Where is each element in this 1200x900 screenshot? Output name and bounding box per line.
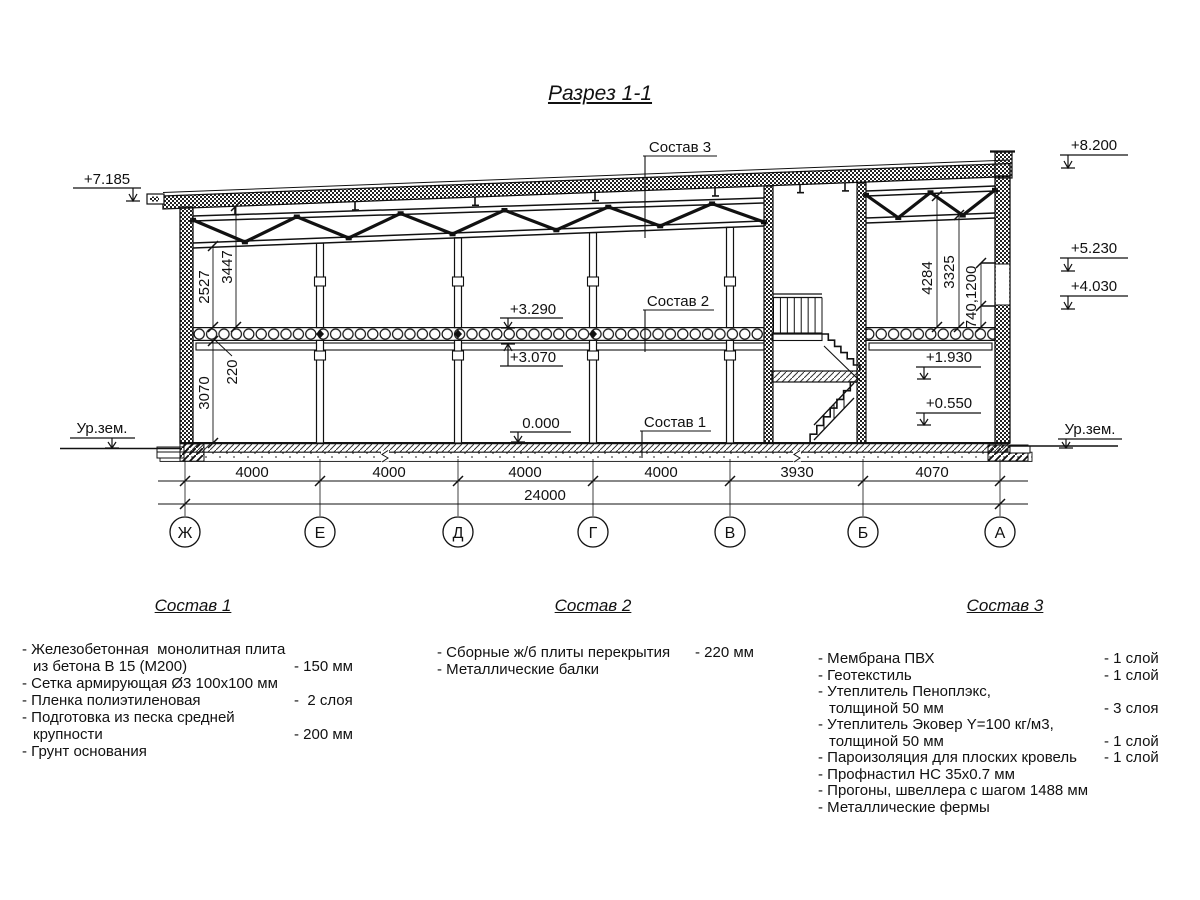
hdim-6: 4070 <box>915 464 949 481</box>
legend-sostav3 <box>818 651 1178 816</box>
hdim-total: 24000 <box>524 487 566 504</box>
vdim-3070: 3070 <box>196 376 213 410</box>
legend-item: - Железобетонная монолитная плита <box>22 641 286 658</box>
elevation-floor-zero <box>510 415 571 442</box>
axis-v <box>715 517 745 547</box>
stair-wall-left <box>764 186 773 443</box>
legend-item: толщиной 50 мм - 1 слой <box>829 732 1159 750</box>
hdim-3: 4000 <box>508 464 542 481</box>
parapet <box>995 152 1012 178</box>
stair-landing <box>772 371 857 382</box>
vdim-740-1200: 740,1200 <box>963 265 980 329</box>
wall-axis-zh <box>180 207 193 443</box>
axis-label: Д <box>452 525 464 542</box>
legend-item: - Пленка полиэтиленовая - 2 слоя <box>22 692 353 709</box>
hdim-4: 4000 <box>644 464 678 481</box>
elevation-label: +8.200 <box>1070 137 1118 154</box>
vdim-3447: 3447 <box>219 250 236 284</box>
elevation-label: +4.030 <box>1070 278 1118 295</box>
axis-bubbles <box>170 517 1015 547</box>
elevation-label: +3.070 <box>509 349 557 366</box>
axis-label: А <box>994 525 1006 542</box>
legend-item: - Металлические фермы <box>818 798 990 816</box>
left-footing <box>180 444 204 461</box>
legend-item: толщиной 50 мм - 3 слоя <box>829 699 1159 717</box>
legend-sostav1 <box>22 641 372 760</box>
window-opening <box>996 264 1009 305</box>
roof <box>147 152 1015 210</box>
hdim-5: 3930 <box>780 464 814 481</box>
ground-slab <box>60 443 1118 461</box>
ground-level-left <box>70 420 135 448</box>
ground-label: Ур.зем. <box>76 420 128 437</box>
callout-sostav1: Состав 1 <box>643 414 707 431</box>
elevation-label: +3.290 <box>509 301 557 318</box>
elevation-label: 0.000 <box>522 415 560 432</box>
legend2-title: Состав 2 <box>554 596 632 615</box>
axis-b <box>848 517 878 547</box>
axis-label: Е <box>314 525 326 542</box>
axis-e <box>305 517 335 547</box>
axis-label: Г <box>588 525 598 542</box>
callout-sostav3: Состав 3 <box>648 139 712 156</box>
legend-item: из бетона В 15 (М200) - 150 мм <box>33 658 353 675</box>
drawing-title: Разрез 1-1 <box>547 82 653 105</box>
legend-item: - Утеплитель Пеноплэкс, <box>818 683 991 700</box>
legend-item: - Сборные ж/б плиты перекрытия - 220 мм <box>437 644 754 661</box>
elevation-0550 <box>916 395 981 425</box>
vdim-4284: 4284 <box>919 261 936 295</box>
vdim-220: 220 <box>224 359 241 385</box>
stair-wall-right <box>857 183 866 443</box>
elevation-left-top <box>73 171 141 201</box>
axis-d <box>443 517 473 547</box>
legend-item: - Пароизоляция для плоских кровель - 1 слой <box>818 749 1159 766</box>
axis-g <box>578 517 608 547</box>
legend-item: - Утеплитель Эковер Y=100 кг/м3, <box>818 716 1054 733</box>
vdim-2527: 2527 <box>196 270 213 304</box>
elevation-label: +7.185 <box>83 171 131 188</box>
legend-item: - Сетка армирующая Ø3 100x100 мм <box>22 675 278 692</box>
legend-item: - Грунт основания <box>22 743 147 760</box>
hdim-2: 4000 <box>372 464 406 481</box>
axis-label: В <box>724 525 736 542</box>
ground-label: Ур.зем. <box>1064 421 1116 438</box>
axis-zh <box>170 517 200 547</box>
legend-item: - Мембрана ПВХ - 1 слой <box>818 650 1159 667</box>
legend-item: крупности - 200 мм <box>33 726 353 743</box>
axis-a <box>985 517 1015 547</box>
hdim-1: 4000 <box>235 464 269 481</box>
elevation-window-sill <box>1060 278 1128 309</box>
elevation-right-top <box>1060 137 1128 168</box>
elevation-1930 <box>916 349 981 379</box>
axis-label: Б <box>857 525 869 542</box>
staircase <box>772 371 857 382</box>
legend-item: - Подготовка из песка средней <box>22 709 235 726</box>
elevation-label: +0.550 <box>925 395 973 412</box>
callout-sostav2: Состав 2 <box>646 293 710 310</box>
elevation-label: +1.930 <box>925 349 973 366</box>
ground-level-right <box>1058 421 1122 448</box>
axis-label: Ж <box>177 525 193 542</box>
wall-axis-a <box>995 176 1010 443</box>
vdim-3325: 3325 <box>941 255 958 289</box>
horizontal-dimensions <box>235 464 948 504</box>
legend-item: - Геотекстиль - 1 слой <box>818 666 1159 684</box>
legend-item: - Профнастил НС 35x0.7 мм <box>818 765 1015 783</box>
steel-beam <box>196 343 764 350</box>
legend-item: - Металлические балки <box>437 661 599 678</box>
elevation-window-head <box>1060 240 1128 271</box>
elevation-slab-top <box>500 301 563 328</box>
stair-flights <box>772 294 860 443</box>
legend-sostav2 <box>437 644 767 678</box>
elevation-label: +5.230 <box>1070 240 1118 257</box>
legend-item: - Прогоны, швеллера с шагом 1488 мм <box>818 782 1089 799</box>
legend1-title: Состав 1 <box>154 596 232 615</box>
legend3-title: Состав 3 <box>966 596 1044 615</box>
